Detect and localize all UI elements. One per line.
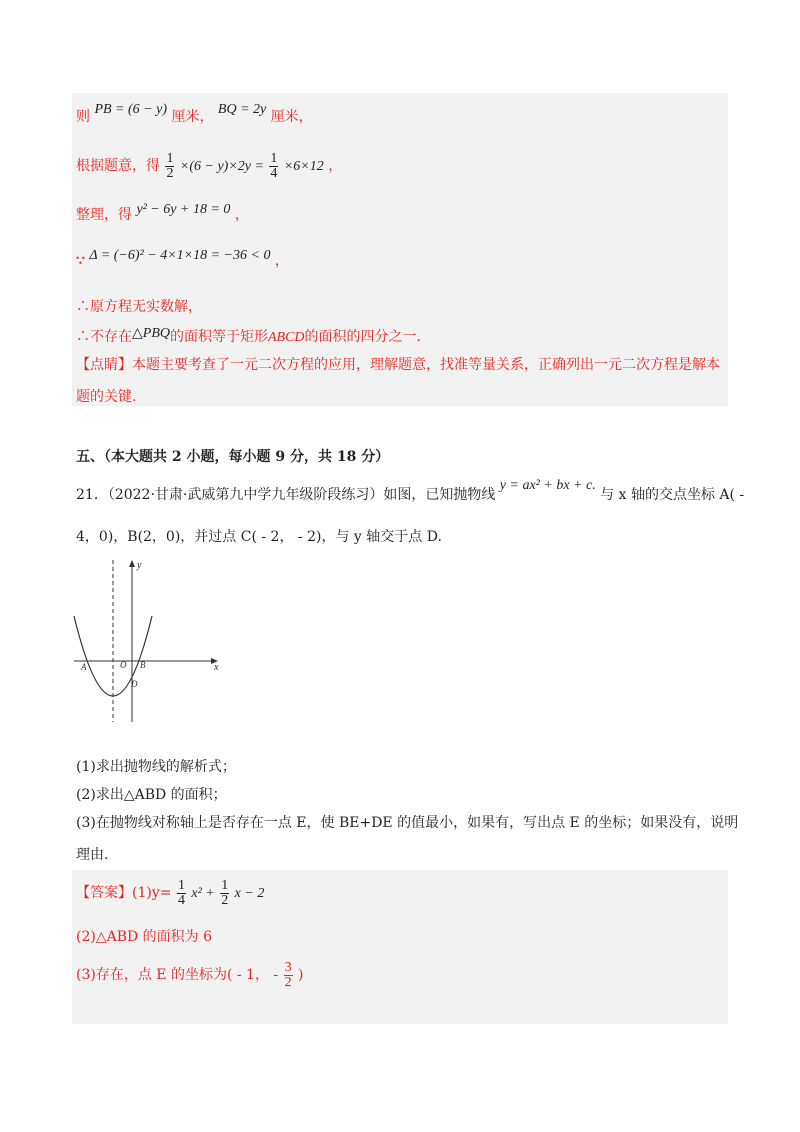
numerator: 1 xyxy=(221,877,229,893)
denominator: 2 xyxy=(221,892,229,908)
text: 21．（2022·甘肃·武威第九中学九年级阶段练习）如图，已知抛物线 xyxy=(76,487,496,503)
fraction xyxy=(165,152,174,181)
y-axis-arrow xyxy=(129,560,135,567)
question-3: (3)在抛物线对称轴上是否存在一点 E，使 BE+DE 的值最小，如果有，写出点 E 的坐标；如果没有，说明 xyxy=(76,815,739,831)
text: 厘米， xyxy=(270,109,313,125)
numerator: 1 xyxy=(166,150,174,166)
denominator: 4 xyxy=(177,892,185,908)
triangle-label: △PBQ xyxy=(132,326,170,341)
equation: y² − 6y + 18 = 0 xyxy=(136,202,231,217)
label-y: y xyxy=(137,560,142,571)
because-symbol: ∵ xyxy=(76,253,85,269)
expression: ×6×12 xyxy=(283,159,324,174)
label-D: D xyxy=(131,679,138,689)
text: ∴不存在 xyxy=(76,329,132,345)
solution-line-5: ∴原方程无实数解， xyxy=(76,299,202,315)
bq-expression: BQ = 2y xyxy=(217,102,267,117)
answer-1 xyxy=(76,876,264,911)
solution-line-1 xyxy=(76,102,313,129)
fraction xyxy=(269,152,278,181)
answer-3 xyxy=(76,956,304,994)
text: 根据题意，得 xyxy=(76,158,160,174)
label-A: A xyxy=(81,662,87,672)
answer-2: (2)△ABD 的面积为 6 xyxy=(76,929,213,945)
label-B: B xyxy=(140,660,146,670)
parabola-curve xyxy=(74,616,152,696)
remark-line-1: 【点睛】本题主要考查了一元二次方程的应用，理解题意，找准等量关系，正确列出一元二次方程是解本 xyxy=(76,357,720,373)
problem-line-1 xyxy=(76,478,745,507)
text: 与 x 轴的交点坐标 A( - xyxy=(600,487,745,503)
parabola-figure xyxy=(68,552,228,727)
parabola-equation: y = ax² + bx + c. xyxy=(499,478,596,493)
solution-line-4 xyxy=(76,250,289,273)
denominator: 2 xyxy=(284,974,292,990)
remark-line-2: 题的关键. xyxy=(76,389,137,405)
expression: x² + xyxy=(191,886,215,901)
text: 的面积的四分之一. xyxy=(304,329,421,345)
question-2: (2)求出△ABD 的面积； xyxy=(76,787,227,803)
denominator: 4 xyxy=(270,165,278,181)
discriminant: Δ = (−6)² − 4×1×18 = −36 < 0 xyxy=(89,248,271,263)
text: 厘米， xyxy=(171,109,214,125)
text: ， xyxy=(328,158,343,174)
expression: ×(6 − y)×2y = xyxy=(179,159,264,174)
problem-line-2: 4，0)，B(2，0)，并过点 C( - 2， - 2)，与 y 轴交于点 D. xyxy=(76,529,442,545)
fraction xyxy=(177,879,186,908)
rectangle-label: ABCD xyxy=(267,330,305,345)
numerator: 1 xyxy=(177,877,185,893)
denominator: 2 xyxy=(166,165,174,181)
text: 的面积等于矩形 xyxy=(169,329,268,345)
solution-line-6 xyxy=(76,326,421,349)
expression: x − 2 xyxy=(234,886,265,901)
solution-line-2 xyxy=(76,150,342,183)
pb-expression: PB = (6 − y) xyxy=(94,102,167,117)
label-x: x xyxy=(214,662,219,673)
text: 【答案】(1)y= xyxy=(76,885,172,901)
text: 则 xyxy=(76,109,90,125)
question-1: (1)求出抛物线的解析式； xyxy=(76,759,236,775)
text: ， xyxy=(274,253,289,269)
text: (3)存在，点 E 的坐标为( - 1， - xyxy=(76,967,279,983)
solution-line-3 xyxy=(76,204,249,227)
text: ) xyxy=(298,967,304,983)
numerator: 1 xyxy=(270,150,278,166)
text: 整理，得 xyxy=(76,207,132,223)
question-3-cont: 理由. xyxy=(76,847,109,863)
section-heading: 五、（本大题共 2 小题，每小题 9 分，共 18 分） xyxy=(76,449,390,465)
text: ， xyxy=(234,207,249,223)
numerator: 3 xyxy=(284,959,292,975)
label-O: O xyxy=(120,660,127,670)
fraction xyxy=(220,879,229,908)
fraction xyxy=(284,961,293,990)
